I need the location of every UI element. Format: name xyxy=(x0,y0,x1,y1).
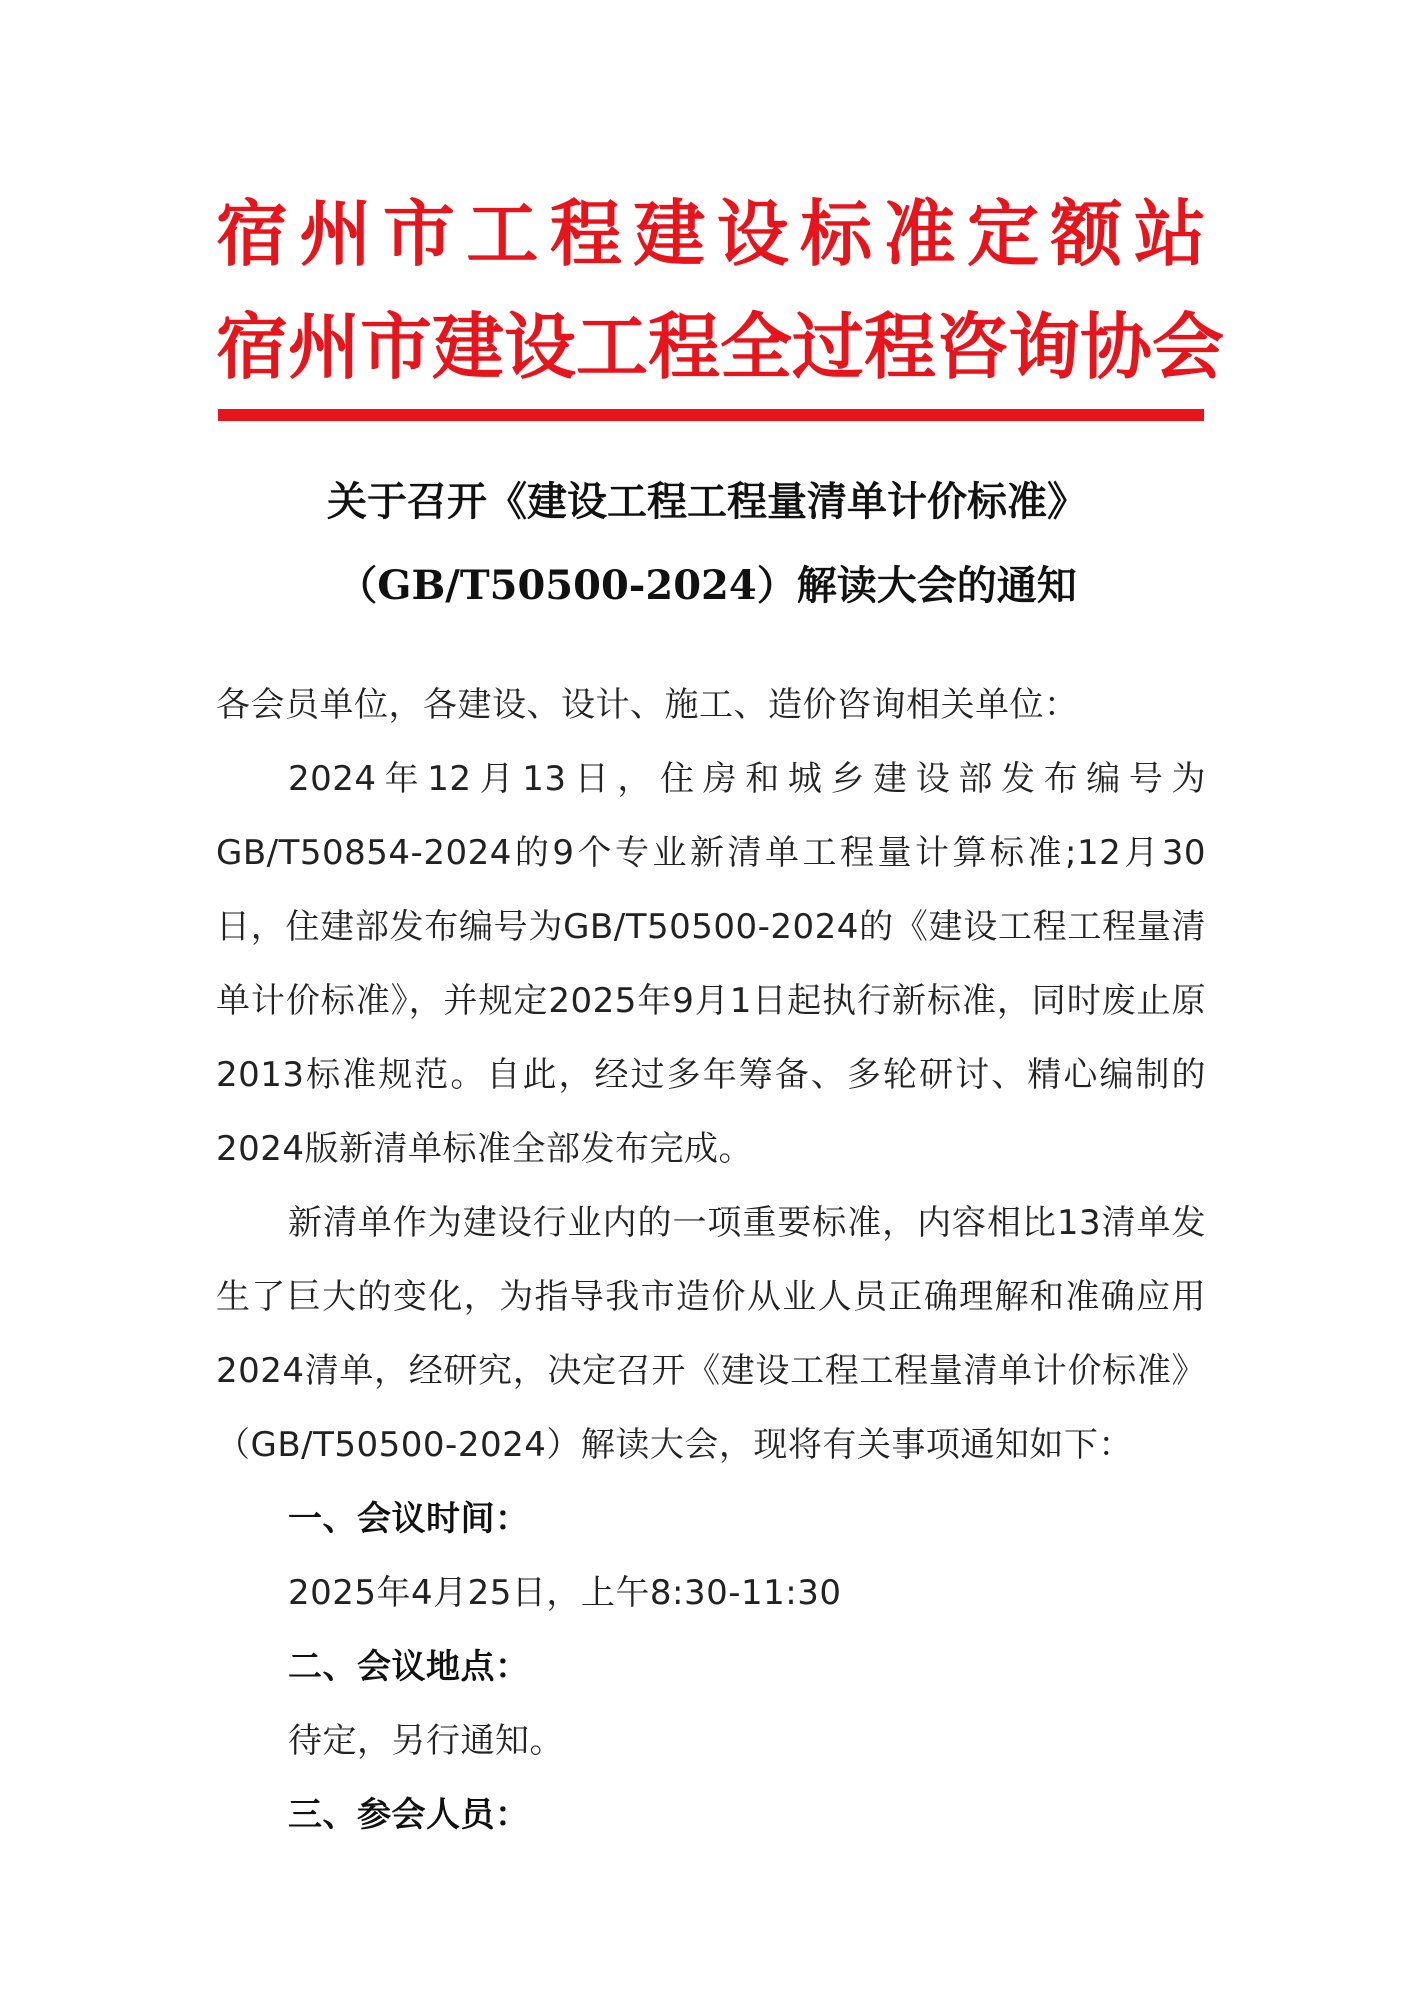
document-title-line-2: （GB/T50500-2024）解读大会的通知 xyxy=(337,562,1077,609)
paragraph-purpose: 新清单作为建设行业内的一项重要标准，内容相比13清单发生了巨大的变化，为指导我市造价从业人员正确理解和准确应用2024清单，经研究，决定召开《建设工程工程量清单计价标准》（GB/T50500-2024）解读大会，现将有关事项通知如下： xyxy=(216,1203,1206,1465)
document-title-line-1: 关于召开《建设工程工程量清单计价标准》 xyxy=(327,478,1087,525)
section-body-time: 2025年4月25日，上午8:30-11:30 xyxy=(288,1573,842,1613)
paragraph-intro: 2024年12月13日，住房和城乡建设部发布编号为GB/T50854-2024的9个专业新清单工程量计算标准;12月30日，住建部发布编号为GB/T50500-2024的《建设工程工程量清单计价标准》，并规定2025年9月1日起执行新标准，同时废止原2013标准规范。自此，经过多年筹备、多轮研讨、精心编制的2024版新清单标准全部发布完成。 xyxy=(216,759,1206,1169)
red-divider xyxy=(218,409,1204,421)
section-body-location: 待定，另行通知。 xyxy=(288,1721,564,1761)
document-body xyxy=(216,668,1206,1852)
salutation: 各会员单位，各建设、设计、施工、造价咨询相关单位： xyxy=(216,685,1079,725)
section-heading-attendees: 三、参会人员： xyxy=(288,1795,530,1835)
section-heading-time: 一、会议时间： xyxy=(288,1499,530,1539)
issuer-name-2: 宿州市建设工程全过程咨询协会 xyxy=(216,304,1225,389)
section-heading-location: 二、会议地点： xyxy=(288,1647,530,1687)
issuer-name-1: 宿州市工程建设标准定额站 xyxy=(216,191,1206,276)
